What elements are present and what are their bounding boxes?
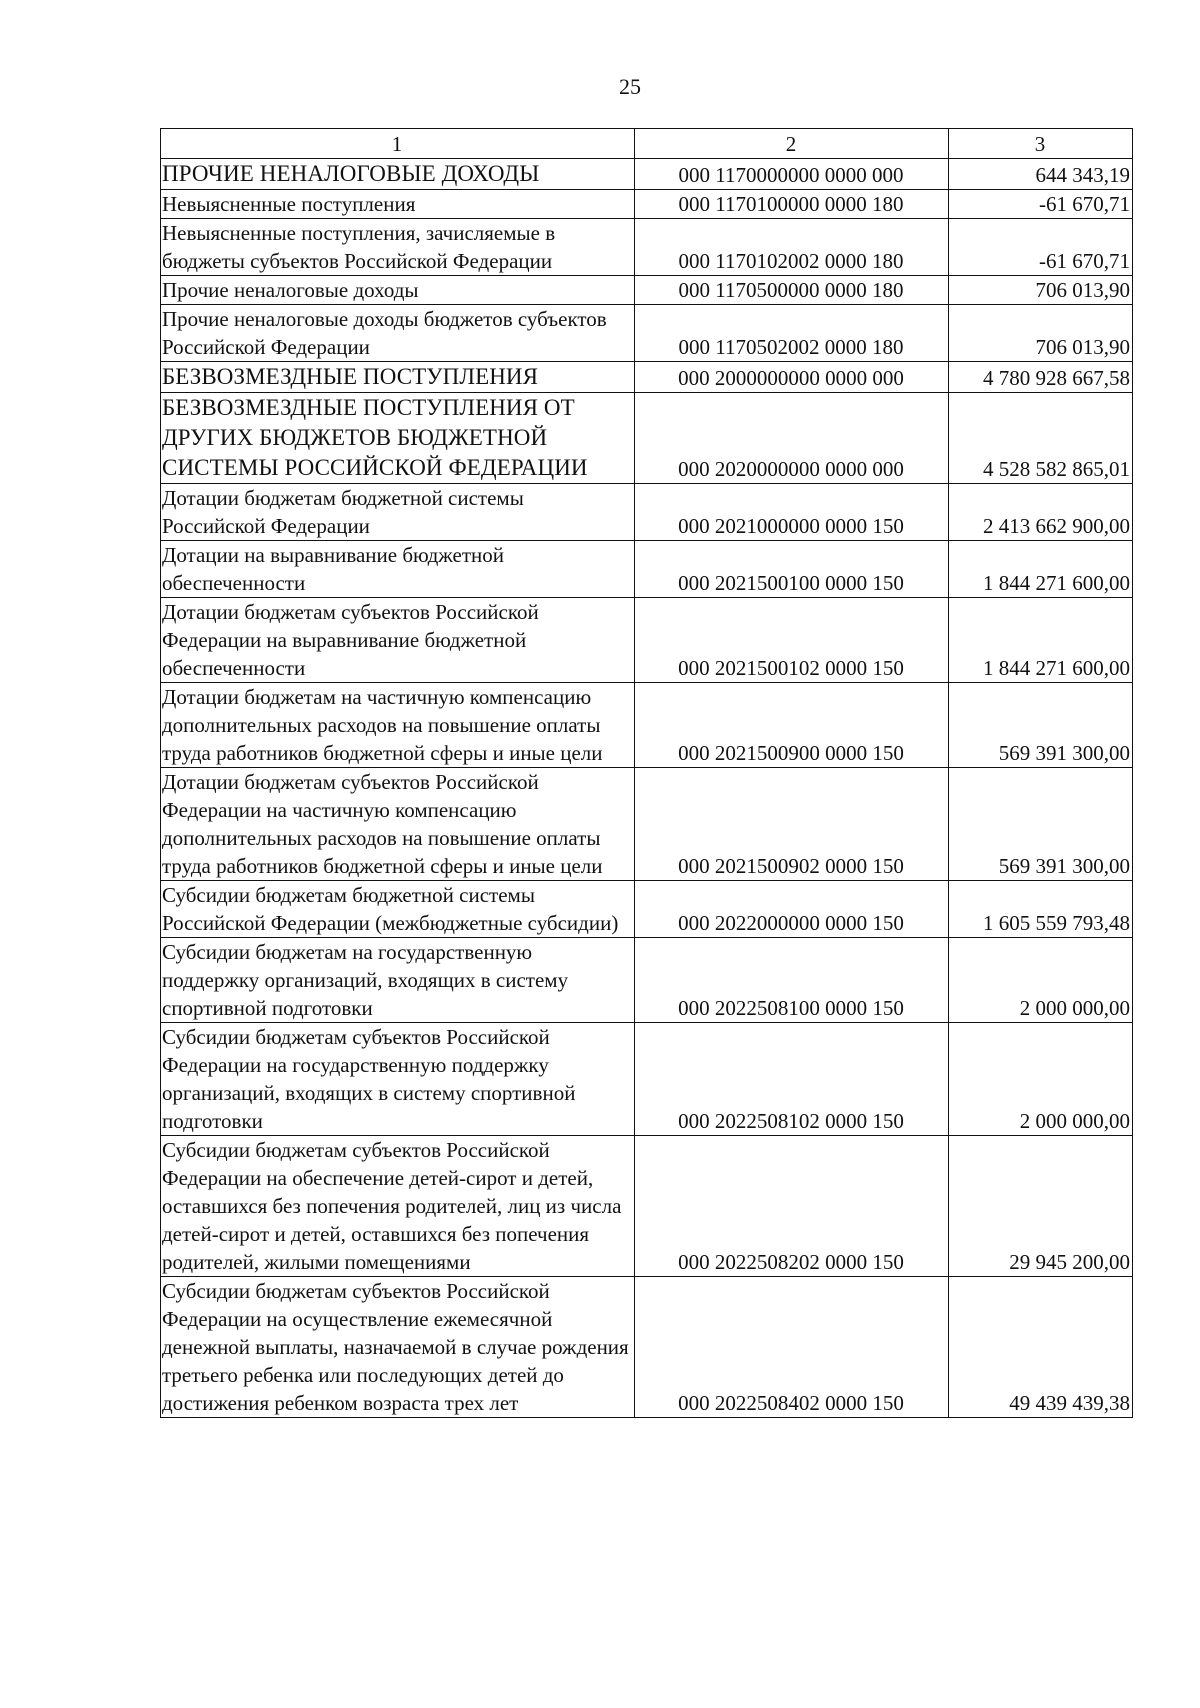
- row-code-cell: 000 2021500102 0000 150: [635, 598, 949, 683]
- row-amount-cell: 569 391 300,00: [949, 768, 1133, 881]
- row-code-cell: 000 2022508202 0000 150: [635, 1136, 949, 1277]
- row-name-cell: Прочие неналоговые доходы: [161, 276, 635, 305]
- row-name-cell: Дотации бюджетам субъектов Российской Федерации на выравнивание бюджетной обеспеченности: [161, 598, 635, 683]
- row-name-cell: Субсидии бюджетам бюджетной системы Российской Федерации (межбюджетные субсидии): [161, 881, 635, 938]
- row-code-cell: 000 2021000000 0000 150: [635, 484, 949, 541]
- row-code-cell: 000 1170102002 0000 180: [635, 219, 949, 276]
- row-code-cell: 000 2021500100 0000 150: [635, 541, 949, 598]
- row-amount-cell: 569 391 300,00: [949, 683, 1133, 768]
- row-code-cell: 000 1170100000 0000 180: [635, 190, 949, 219]
- table-row: [161, 219, 1133, 276]
- budget-revenue-table: [160, 128, 1133, 1418]
- table-row: [161, 598, 1133, 683]
- table-row: [161, 305, 1133, 362]
- row-name-cell: Невыясненные поступления: [161, 190, 635, 219]
- row-amount-cell: 706 013,90: [949, 276, 1133, 305]
- row-name-cell: БЕЗВОЗМЕЗДНЫЕ ПОСТУПЛЕНИЯ: [161, 362, 635, 393]
- row-code-cell: 000 1170000000 0000 000: [635, 159, 949, 190]
- row-code-cell: 000 2021500902 0000 150: [635, 768, 949, 881]
- row-amount-cell: 49 439 439,38: [949, 1277, 1133, 1418]
- row-amount-cell: 4 780 928 667,58: [949, 362, 1133, 393]
- column-header-1: 1: [161, 129, 635, 159]
- row-amount-cell: 706 013,90: [949, 305, 1133, 362]
- row-name-cell: Невыясненные поступления, зачисляемые в бюджеты субъектов Российской Федерации: [161, 219, 635, 276]
- row-amount-cell: 2 000 000,00: [949, 1023, 1133, 1136]
- row-name-cell: БЕЗВОЗМЕЗДНЫЕ ПОСТУПЛЕНИЯ ОТ ДРУГИХ БЮДЖЕТОВ БЮДЖЕТНОЙ СИСТЕМЫ РОССИЙСКОЙ ФЕДЕРАЦИИ: [161, 393, 635, 484]
- row-amount-cell: -61 670,71: [949, 219, 1133, 276]
- table-row: [161, 881, 1133, 938]
- row-code-cell: 000 2022508102 0000 150: [635, 1023, 949, 1136]
- row-name-cell: Субсидии бюджетам субъектов Российской Федерации на осуществление ежемесячной денежной выплаты, назначаемой в случае рождения третьего ребенка или последующих детей до достижения ребенком возраста трех лет: [161, 1277, 635, 1418]
- row-name-cell: Дотации бюджетам бюджетной системы Российской Федерации: [161, 484, 635, 541]
- column-header-3: 3: [949, 129, 1133, 159]
- row-code-cell: 000 2020000000 0000 000: [635, 393, 949, 484]
- row-code-cell: 000 2022000000 0000 150: [635, 881, 949, 938]
- table-row: [161, 393, 1133, 484]
- table-row: [161, 362, 1133, 393]
- row-name-cell: Субсидии бюджетам на государственную поддержку организаций, входящих в систему спортивной подготовки: [161, 938, 635, 1023]
- table-row: [161, 159, 1133, 190]
- row-amount-cell: 644 343,19: [949, 159, 1133, 190]
- row-name-cell: Дотации на выравнивание бюджетной обеспеченности: [161, 541, 635, 598]
- column-header-2: 2: [635, 129, 949, 159]
- row-code-cell: 000 1170500000 0000 180: [635, 276, 949, 305]
- row-code-cell: 000 1170502002 0000 180: [635, 305, 949, 362]
- table-row: [161, 683, 1133, 768]
- table-row: [161, 1023, 1133, 1136]
- table-row: [161, 1136, 1133, 1277]
- row-code-cell: 000 2022508402 0000 150: [635, 1277, 949, 1418]
- row-amount-cell: 2 000 000,00: [949, 938, 1133, 1023]
- table-header-row: [161, 129, 1133, 159]
- row-amount-cell: 4 528 582 865,01: [949, 393, 1133, 484]
- row-name-cell: ПРОЧИЕ НЕНАЛОГОВЫЕ ДОХОДЫ: [161, 159, 635, 190]
- row-name-cell: Дотации бюджетам субъектов Российской Федерации на частичную компенсацию дополнительных расходов на повышение оплаты труда работников бюджетной сферы и иные цели: [161, 768, 635, 881]
- table-row: [161, 1277, 1133, 1418]
- table-row: [161, 541, 1133, 598]
- row-name-cell: Субсидии бюджетам субъектов Российской Федерации на государственную поддержку организаций, входящих в систему спортивной подготовки: [161, 1023, 635, 1136]
- page-number: 25: [619, 74, 641, 99]
- row-code-cell: 000 2021500900 0000 150: [635, 683, 949, 768]
- table-row: [161, 484, 1133, 541]
- row-amount-cell: 29 945 200,00: [949, 1136, 1133, 1277]
- table-row: [161, 938, 1133, 1023]
- row-name-cell: Прочие неналоговые доходы бюджетов субъектов Российской Федерации: [161, 305, 635, 362]
- table-row: [161, 768, 1133, 881]
- row-amount-cell: 2 413 662 900,00: [949, 484, 1133, 541]
- row-code-cell: 000 2022508100 0000 150: [635, 938, 949, 1023]
- row-amount-cell: -61 670,71: [949, 190, 1133, 219]
- table-row: [161, 276, 1133, 305]
- row-name-cell: Субсидии бюджетам субъектов Российской Федерации на обеспечение детей-сирот и детей, оставшихся без попечения родителей, лиц из числа детей-сирот и детей, оставшихся без попечения родителей, жилыми помещениями: [161, 1136, 635, 1277]
- table-row: [161, 190, 1133, 219]
- row-name-cell: Дотации бюджетам на частичную компенсацию дополнительных расходов на повышение оплаты труда работников бюджетной сферы и иные цели: [161, 683, 635, 768]
- row-code-cell: 000 2000000000 0000 000: [635, 362, 949, 393]
- row-amount-cell: 1 844 271 600,00: [949, 598, 1133, 683]
- row-amount-cell: 1 605 559 793,48: [949, 881, 1133, 938]
- row-amount-cell: 1 844 271 600,00: [949, 541, 1133, 598]
